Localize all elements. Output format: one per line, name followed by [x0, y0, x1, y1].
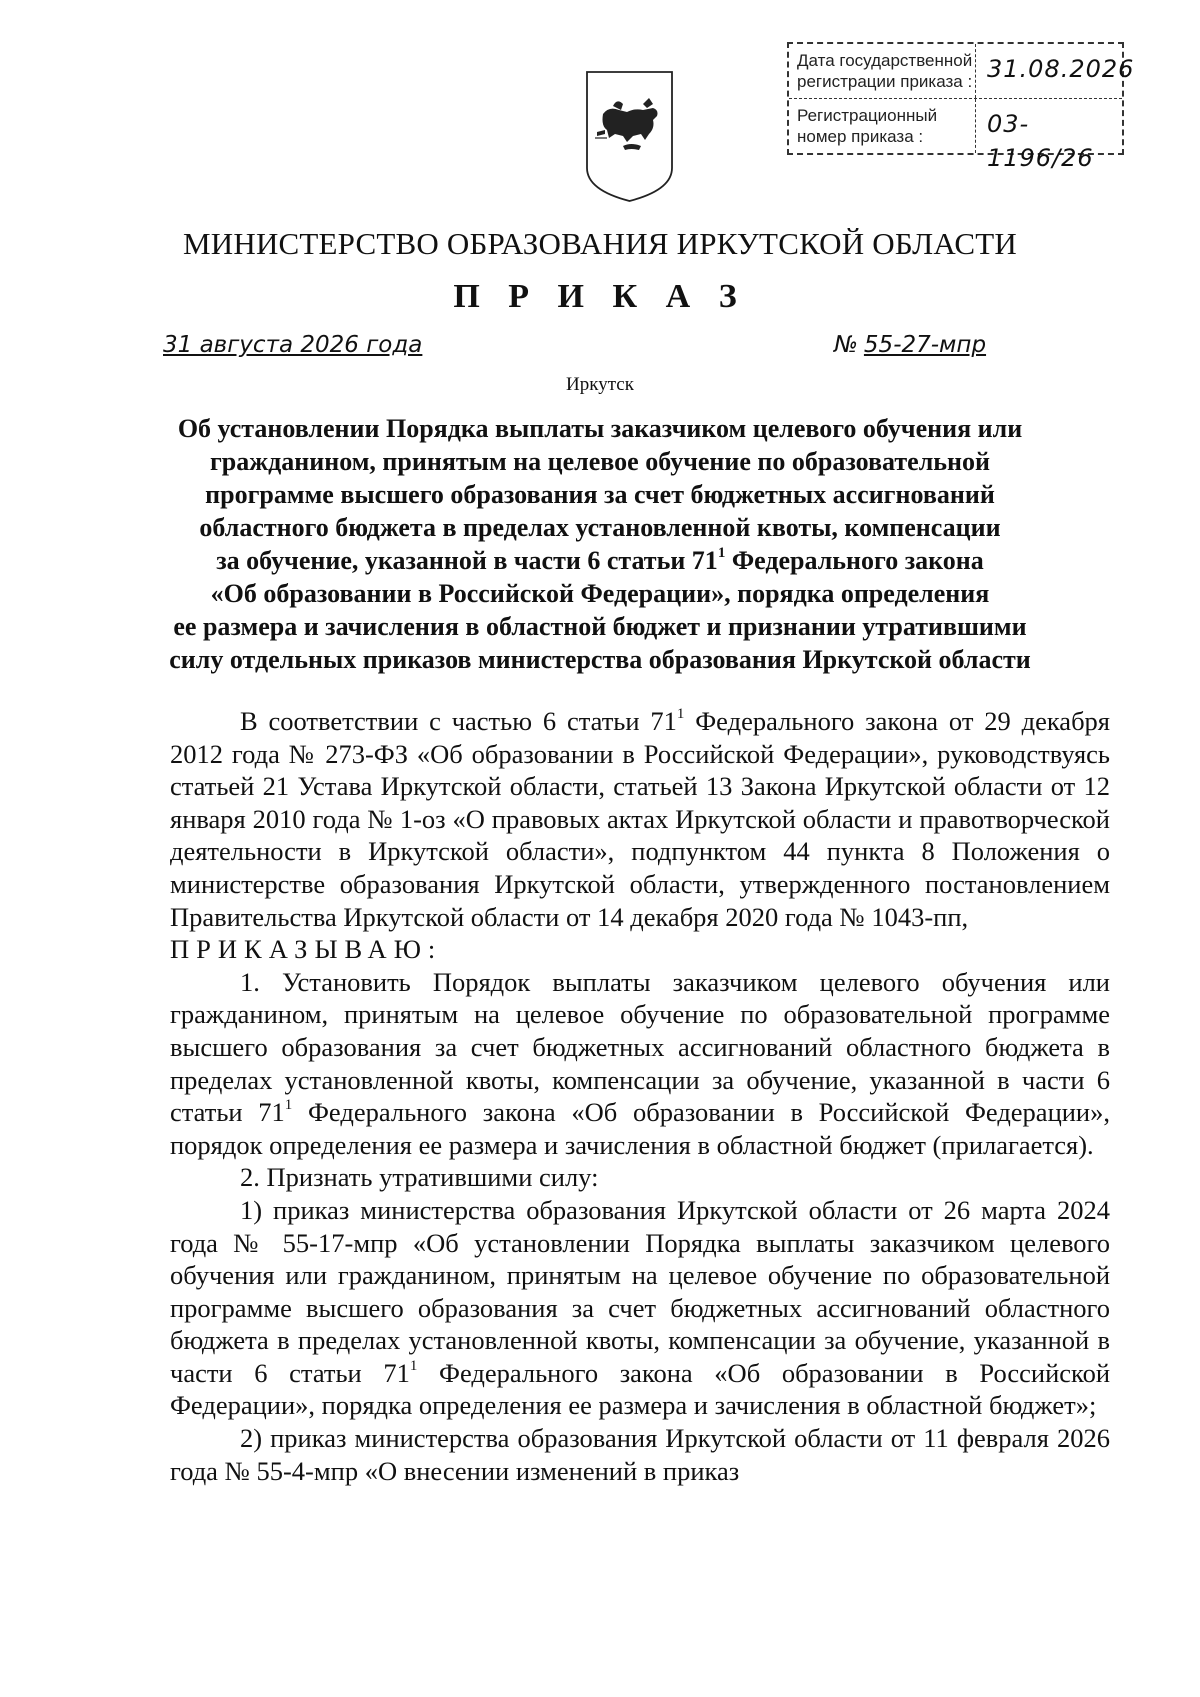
heading-line: силу отдельных приказов министерства образования Иркутской области: [169, 645, 1031, 674]
paragraph-text: 1) приказ министерства образования Иркутской области от 26 марта 2024 года № 55-17-мпр «Об установлении Порядка выплаты заказчиком целевого обучения или гражданином, принятым на целевое обучение по образовательной программе высшего образования за счет бюджетных ассигнований областного бюджета в пределах установленной квоты, компенсации за обучение, указанной в части 6 статьи 71: [170, 1194, 1110, 1388]
coat-of-arms-icon: [583, 68, 676, 205]
heading-line: ее размера и зачисления в областной бюджет и признании утратившими: [173, 612, 1027, 641]
subitem-1-paragraph: [170, 1194, 1110, 1422]
order-operative-word: ПРИКАЗЫВАЮ:: [170, 934, 443, 965]
stamp-registration-date-row: [789, 44, 1135, 99]
heading-line: программе высшего образования за счет бюджетных ассигнований: [205, 480, 995, 509]
paragraph-text: Федерального закона от 29 декабря 2012 года № 273-ФЗ «Об образовании в Российской Федерации», руководствуясь статьей 21 Устава Иркутской области, статьей 13 Закона Иркутской области от 12 января 2010 года № 1-оз «О правовых актах Иркутской области и правотворческой деятельности в Иркутской области», подпунктом 44 пункта 8 Положения о министерстве образования Иркутской области, утвержденного постановлением Правительства Иркутской области от 14 декабря 2020 года № 1043-пп,: [170, 706, 1110, 932]
heading-line: [160, 544, 1040, 577]
order-number-prefix: №: [834, 332, 858, 358]
paragraph-text: Федерального закона «Об образовании в Российской Федерации», порядок определения ее размера и зачисления в областной бюджет (прилагается).: [170, 1097, 1110, 1160]
heading-line: гражданином, принятым на целевое обучение по образовательной: [210, 447, 990, 476]
heading-line: областного бюджета в пределах установленной квоты, компенсации: [199, 513, 1001, 542]
city: Иркутск: [566, 374, 634, 395]
superscript: 1: [717, 545, 726, 562]
stamp-number-value: 03-1196/26: [987, 110, 1094, 172]
heading-line: «Об образовании в Российской Федерации», порядка определения: [210, 579, 990, 608]
stamp-divider: [975, 44, 976, 98]
stamp-divider: [975, 99, 976, 153]
document-title: П Р И К А З: [453, 278, 747, 315]
order-date: 31 августа 2026 года: [163, 332, 423, 358]
stamp-date-value: 31.08.2026: [987, 55, 1135, 83]
order-number: [834, 332, 986, 358]
stamp-number-label: Регистрационный номер приказа :: [797, 106, 938, 146]
order-heading: [160, 412, 1040, 676]
paragraph-text: Федерального закона «Об образовании в Российской Федерации», порядка определения ее размера и зачисления в областной бюджет»;: [170, 1357, 1110, 1421]
superscript: 1: [409, 1358, 418, 1375]
heading-text: за обучение, указанной в части 6 статьи 71: [216, 546, 718, 575]
item-1-paragraph: [170, 966, 1110, 1162]
heading-text: Федерального закона: [725, 546, 984, 575]
paragraph-text: В соответствии с частью 6 статьи 71: [240, 706, 677, 736]
heading-line: Об установлении Порядка выплаты заказчиком целевого обучения или: [177, 414, 1023, 443]
order-number-value: 55-27-мпр: [863, 332, 987, 358]
item-2-paragraph: 2. Признать утратившими силу:: [240, 1162, 599, 1193]
order-body: [170, 705, 1110, 1487]
stamp-registration-number-row: [789, 99, 1122, 172]
registration-stamp: [787, 42, 1135, 172]
preamble-paragraph: [170, 705, 1110, 933]
superscript: 1: [676, 706, 685, 723]
paragraph-text: 1. Установить Порядок выплаты заказчиком целевого обучения или гражданином, принятым на целевое обучение по образовательной программе высшего образования за счет бюджетных ассигнований областного бюджета в пределах установленной квоты, компенсации за обучение, указанной в части 6 статьи 71: [170, 966, 1110, 1128]
superscript: 1: [284, 1097, 293, 1114]
ministry-name: МИНИСТЕРСТВО ОБРАЗОВАНИЯ ИРКУТСКОЙ ОБЛАСТИ: [183, 226, 1017, 261]
stamp-date-label: Дата государственной регистрации приказа :: [797, 51, 973, 91]
subitem-2-paragraph: 2) приказ министерства образования Иркутской области от 11 февраля 2026 года № 55-4-мпр «О внесении изменений в приказ: [170, 1423, 1110, 1486]
